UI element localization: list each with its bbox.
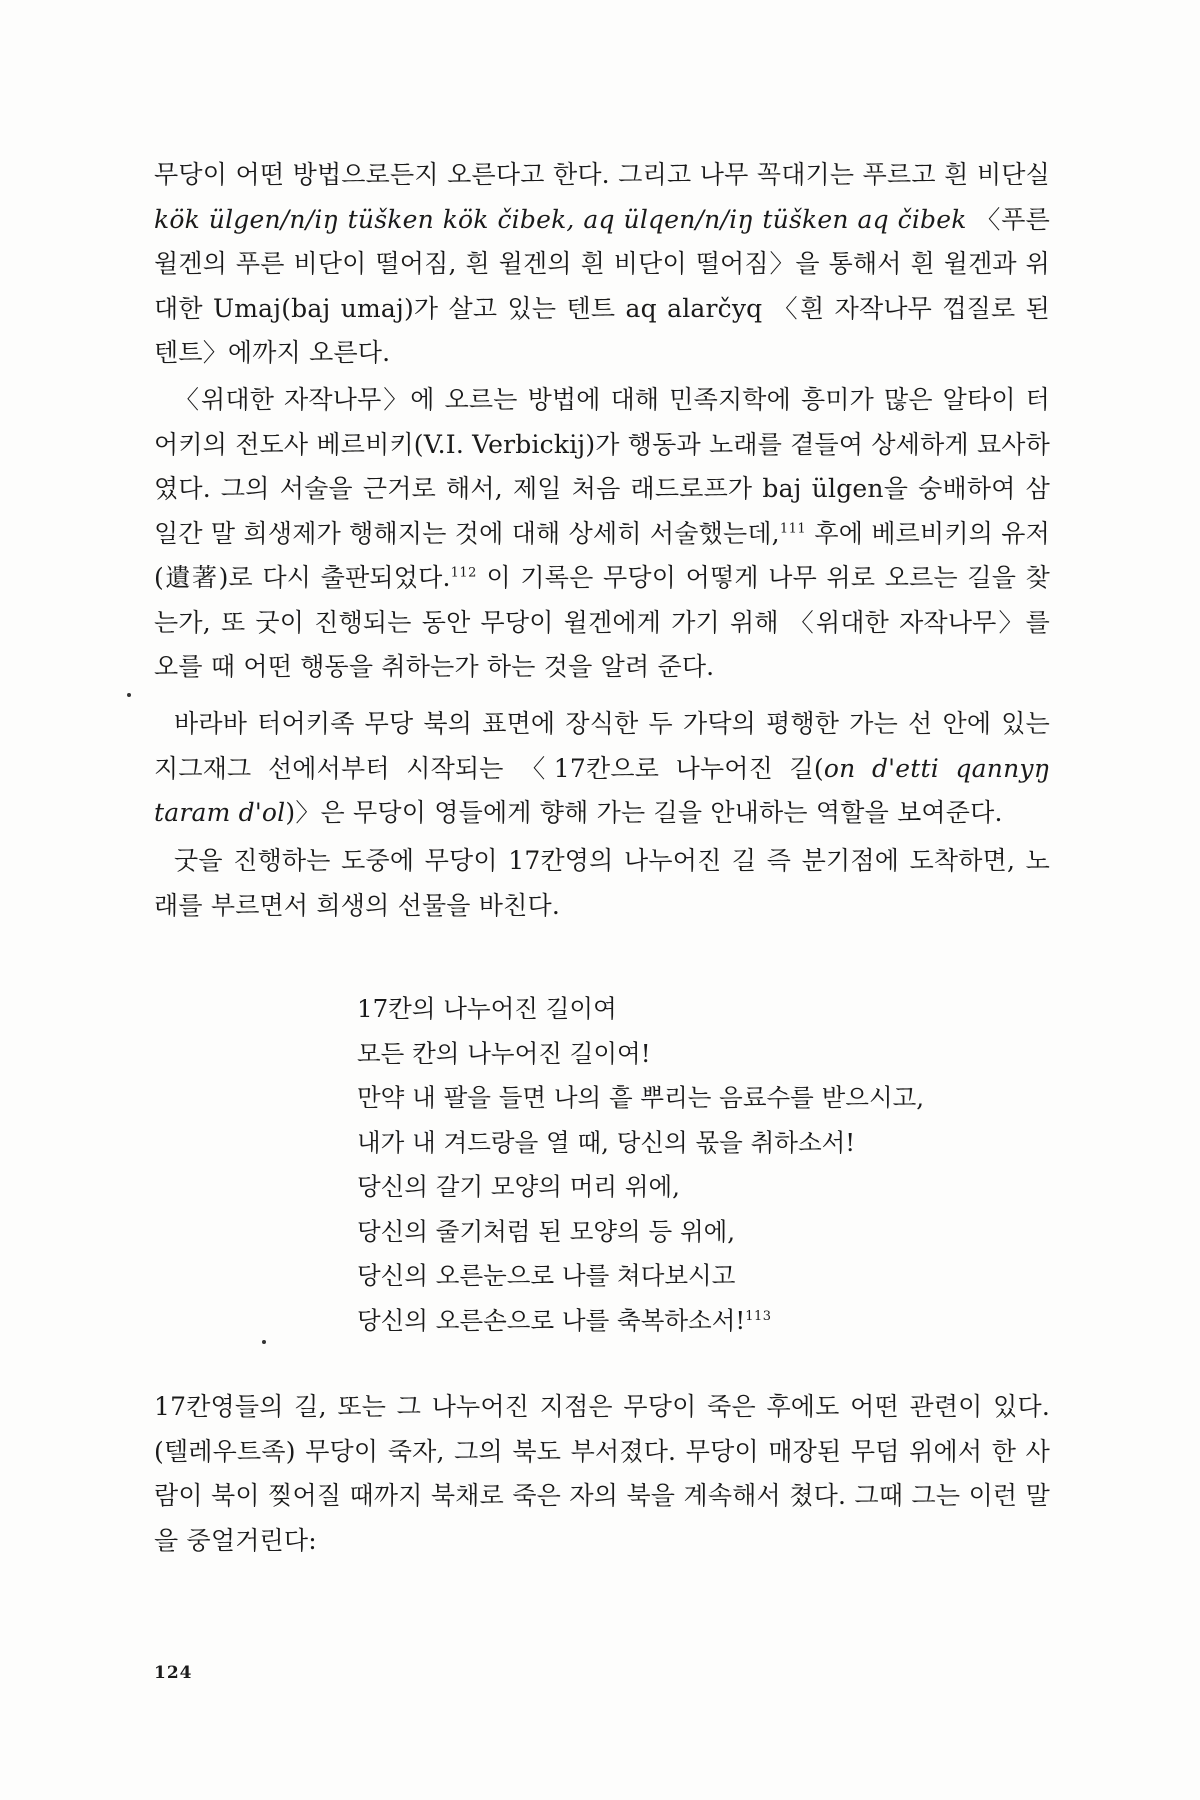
footnote-ref-113: 113 [745, 1308, 772, 1324]
paragraph-3 [154, 702, 1050, 836]
chant-line-8-text: 당신의 오른손으로 나를 축복하소서! [357, 1305, 746, 1335]
chant-line-3: 만약 내 팔을 들면 나의 흩 뿌리는 음료수를 받으시고, [357, 1083, 925, 1112]
chant-line-2: 모든 칸의 나누어진 길이여! [357, 1038, 651, 1068]
paragraph-5-text: 17칸영들의 길, 또는 그 나누어진 지점은 무당이 죽은 후에도 어떤 관련이 있다. (텔레우트족) 무당이 죽자, 그의 북도 부서졌다. 무당이 매장된 무덤 위에서 한 사람이 북이 찢어질 때까지 북채로 죽은 자의 북을 계속해서 쳤다. 그때 그는 이런 말을 중얼거린다: [154, 1392, 1050, 1555]
paragraph-1-term: kök ülgen/n/iŋ tüšken kök čibek, aq ülqen/n/iŋ tüšken aq čibek [154, 204, 967, 234]
page-number: 124 [154, 1663, 193, 1683]
chant-line-7: 당신의 오른눈으로 나를 쳐다보시고 [357, 1261, 736, 1290]
paragraph-3-term: on d'etti qannyŋ taram d'ol [154, 753, 1051, 827]
chant-line-6: 당신의 줄기처럼 된 모양의 등 위에, [357, 1216, 736, 1246]
paragraph-4-text: 굿을 진행하는 도중에 무당이 17칸영의 나누어진 길 즉 분기점에 도착하면, 노래를 부르면서 희생의 선물을 바친다. [154, 846, 1050, 920]
paragraph-3-text-b: )〉은 무당이 영들에게 향해 가는 길을 안내하는 역할을 보여준다. [285, 798, 1003, 827]
chant-line-5: 당신의 갈기 모양의 머리 위에, [357, 1172, 680, 1201]
paragraph-3-text-a: 바라바 터어키족 무당 북의 표면에 장식한 두 가닥의 평행한 가는 선 안에 있는 지그재그 선에서부터 시작되는 〈17칸으로 나누어진 길( [154, 709, 1050, 783]
paragraph-1-text-a: 무당이 어떤 방법으로든지 오른다고 한다. 그리고 나무 꼭대기는 푸르고 흰 비단실 [154, 160, 1050, 189]
paragraph-1 [154, 153, 1050, 376]
paragraph-2 [154, 378, 1050, 690]
quoted-chant [357, 987, 1117, 1343]
paragraph-2-text-a: 〈위대한 자작나무〉에 오르는 방법에 대해 민족지학에 흥미가 많은 알타이 터어키의 전도사 베르비키(V.I. Verbickij)가 행동과 노래를 곁들여 상세하게 묘사하였다. 그의 서술을 근거로 해서, 제일 처음 래드로프가 baj ülgen을 숭배하여 삼 일간 말 희생제가 행해지는 것에 대해 상세히 서술했는데, [154, 385, 1050, 548]
paragraph-2-text-b: 후에 베르비키의 유저(遺著)로 다시 출판되었다. [154, 518, 1051, 592]
footnote-ref-111: 111 [779, 521, 807, 537]
chant-line-8 [357, 1299, 1117, 1344]
print-speck [127, 693, 131, 697]
paragraph-4 [154, 839, 1050, 928]
paragraph-5 [154, 1385, 1050, 1563]
chant-line-1: 17칸의 나누어진 길이여 [357, 994, 617, 1023]
paragraph-2-text-c: 이 기록은 무당이 어떻게 나무 위로 오르는 길을 찾는가, 또 굿이 진행되는 동안 무당이 윌겐에게 가기 위해 〈위대한 자작나무〉를 오를 때 어떤 행동을 취하는가 하는 것을 알려 준다. [154, 563, 1050, 681]
print-speck [262, 1340, 266, 1344]
paragraph-1-text-b: 〈푸른 윌겐의 푸른 비단이 떨어짐, 흰 윌겐의 흰 비단이 떨어짐〉을 통해서 흰 윌겐과 위대한 Umaj(baj umaj)가 살고 있는 텐트 aq alarčyq 〈흰 자작나무 껍질로 된 텐트〉에까지 오른다. [154, 204, 1050, 367]
chant-line-4: 내가 내 겨드랑을 열 때, 당신의 몫을 취하소서! [357, 1127, 856, 1157]
footnote-ref-112: 112 [450, 565, 477, 581]
